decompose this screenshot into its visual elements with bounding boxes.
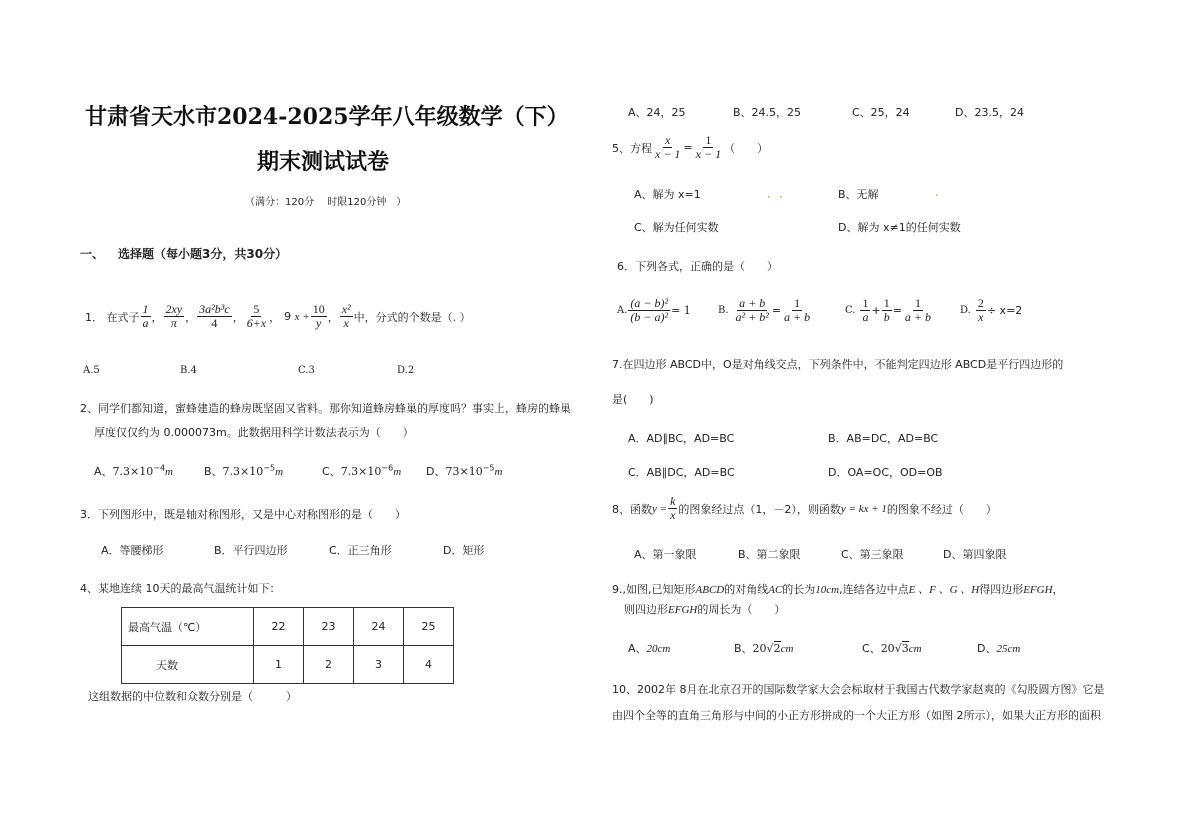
q3-text: 3．下列图形中，既是轴对称图形，又是中心对称图形的是（ ） — [80, 508, 406, 521]
q9-option-d[interactable]: D、25cm — [977, 642, 1021, 655]
q9-option-c[interactable]: C、20√3cm — [862, 642, 922, 655]
q3-option-c[interactable]: C．正三角形 — [329, 544, 392, 557]
q7-line2: 是( ) — [612, 393, 654, 406]
table-row — [122, 646, 454, 684]
table-header-cell: 最高气温（℃） — [122, 608, 254, 646]
speck-mark — [780, 196, 782, 198]
temperature-table — [121, 607, 454, 684]
q5-suffix: （ ） — [724, 141, 769, 155]
q6-option-b[interactable]: B. $\frac{a + b}{\text{a² + b²}}$ = $\frac{1}{a + b}$ — [718, 296, 811, 324]
q4-text: 4、某地连续 10天的最高气温统计如下： — [80, 582, 281, 595]
section1-number: 一、 — [80, 247, 105, 261]
question-1: 1． 在式子 $\frac{1}{a}$ ， $\frac{2xy}{\pi}$ ， $\frac{\text{3a²b³c}}{4}$ ， $\frac{5}{6+x}$ ， 9 x + $\frac{10}{y}$ ， $\frac{\text{x²}}{x}$ 中，分式的个数是（. ） — [85, 302, 471, 330]
q9-option-b[interactable]: B、20√2cm — [734, 642, 794, 655]
q8-option-b[interactable]: B、第二象限 — [738, 548, 801, 561]
section1-heading — [80, 245, 287, 262]
q2-option-a[interactable]: A、$7.3\times 10^{-4}m$ — [94, 463, 173, 478]
q1-fraction-3: $\frac{\text{3a²b³c}}{4}$ — [199, 302, 230, 330]
q5-option-c[interactable]: C、解为任何实数 — [634, 221, 719, 234]
q5-option-a[interactable]: A、解为 x=1 — [634, 188, 701, 201]
q8-option-d[interactable]: D、第四象限 — [943, 548, 1007, 561]
table-cell: 4 — [404, 646, 454, 684]
q4-option-b[interactable]: B、24.5，25 — [733, 106, 802, 119]
paper-info: （满分：120分 时限120分钟 ） — [245, 197, 407, 208]
q3-option-a[interactable]: A．等腰梯形 — [101, 544, 164, 557]
q7-option-d[interactable]: D．OA=OC，OD=OB — [828, 466, 943, 479]
q1-option-a[interactable]: A.5 — [83, 365, 100, 376]
q6-option-a[interactable]: A. $\frac{\text{(a − b)²}}{\text{(b − a)²}}$ = 1 — [617, 296, 691, 324]
speck-mark — [936, 194, 938, 196]
q3-option-b[interactable]: B．平行四边形 — [214, 544, 288, 557]
paper-title-line1: 甘肃省天水市2024-2025学年八年级数学（下） — [85, 104, 569, 130]
q2-option-c[interactable]: C、$7.3\times 10^{-6}m$ — [322, 463, 402, 478]
table-row — [122, 608, 454, 646]
q1-option-b[interactable]: B.4 — [180, 365, 197, 376]
q3-option-d[interactable]: D．矩形 — [443, 544, 485, 557]
q1-prefix: 1． 在式子 — [85, 310, 140, 324]
table-cell: 24 — [354, 608, 404, 646]
q4-option-c[interactable]: C、25，24 — [852, 106, 910, 119]
speck-mark — [768, 196, 770, 198]
q5-fraction-1: $\frac{x}{x - 1}$ — [655, 133, 681, 161]
q4-question: 这组数据的中位数和众数分别是（ ） — [88, 690, 297, 703]
table-cell: 22 — [254, 608, 304, 646]
q4-option-a[interactable]: A、24，25 — [628, 106, 686, 119]
question-8: 8、函数 y = $\frac{k}{x}$ 的图象经过点（1，－2），则函数 y = kx + 1 的图象不经过（ ） — [612, 494, 997, 522]
q7-option-b[interactable]: B．AB=DC，AD=BC — [828, 432, 939, 445]
q1-option-c[interactable]: C.3 — [298, 365, 315, 376]
q8-option-c[interactable]: C、第三象限 — [841, 548, 904, 561]
q4-option-d[interactable]: D、23.5，24 — [955, 106, 1024, 119]
q2-line2: 厚度仅仅约为 0.000073m。此数据用科学计数法表示为（ ） — [94, 426, 414, 439]
q2-option-b[interactable]: B、$7.3\times 10^{-5}m$ — [204, 463, 284, 478]
table-cell: 3 — [354, 646, 404, 684]
q6-option-c[interactable]: C. $\frac{1}{a}$ + $\frac{1}{b}$ = $\frac{1}{a + b}$ — [845, 296, 932, 324]
q2-option-d[interactable]: D、$73\times 10^{-5}m$ — [426, 463, 503, 478]
q5-option-b[interactable]: B、无解 — [838, 188, 879, 201]
q10-line2: 由四个全等的直角三角形与中间的小正方形拼成的一个大正方形（如图 2所示），如果大正方形的面积 — [612, 709, 1101, 722]
table-cell: 25 — [404, 608, 454, 646]
q1-x-plus: x + — [294, 310, 310, 323]
q5-option-d[interactable]: D、解为 x≠1的任何实数 — [838, 221, 961, 234]
table-cell: 23 — [304, 608, 354, 646]
section1-title: 选择题（每小题3分，共30分） — [118, 247, 288, 261]
q9-option-a[interactable]: A、20cm — [628, 642, 671, 655]
q9-line1: 9.,如图,已知矩形ABCD的对角线AC的长为10cm,连结各边中点E 、F 、G 、H得四边形EFGH， — [612, 583, 1064, 596]
q2-line1: 2、同学们都知道，蜜蜂建造的蜂房既坚固又省料。那你知道蜂房蜂巢的厚度吗？事实上，蜂房的蜂巢 — [80, 402, 571, 415]
q7-option-a[interactable]: A．AD∥BC，AD=BC — [628, 432, 735, 445]
q1-suffix: 中，分式的个数是（. ） — [353, 310, 471, 324]
table-cell: 2 — [304, 646, 354, 684]
q8-option-a[interactable]: A、第一象限 — [634, 548, 697, 561]
q5-fraction-2: $\frac{1}{x - 1}$ — [695, 133, 722, 161]
q9-line2: 则四边形EFGH的周长为（ ） — [624, 603, 786, 616]
q1-nine: 9 — [284, 310, 292, 323]
q1-fraction-6: $\frac{\text{x²}}{x}$ — [341, 302, 351, 330]
q6-text: 6．下列各式，正确的是（ ） — [617, 260, 778, 273]
q1-fraction-4: $\frac{5}{6+x}$ — [246, 302, 267, 330]
q7-line1: 7.在四边形 ABCD中，O是对角线交点，下列条件中，不能判定四边形 ABCD是平行四边形的 — [612, 358, 1064, 371]
q7-option-c[interactable]: C．AB∥DC，AD=BC — [628, 466, 735, 479]
q8-prefix: 8、函数 — [612, 502, 652, 516]
table-header-cell: 天数 — [122, 646, 254, 684]
q1-fraction-2: $\frac{2xy}{\pi}$ — [165, 302, 183, 330]
q6-option-d[interactable]: D. $\frac{2}{x}$ ÷ x=2 — [960, 296, 1023, 324]
question-5: 5、方程 $\frac{x}{x - 1}$ = $\frac{1}{x - 1}$ （ ） — [612, 133, 769, 161]
table-cell: 1 — [254, 646, 304, 684]
q1-fraction-5: $\frac{10}{y}$ — [312, 302, 325, 330]
q1-fraction-1: $\frac{1}{a}$ — [142, 302, 149, 330]
paper-title-line2: 期末测试试卷 — [257, 149, 390, 175]
q5-prefix: 5、方程 — [612, 141, 652, 155]
q10-line1: 10、2002年 8月在北京召开的国际数学家大会会标取材于我国古代数学家赵爽的《勾股圆方图》它是 — [612, 683, 1105, 696]
q8-fraction: $\frac{k}{x}$ — [670, 494, 676, 522]
q1-option-d[interactable]: D.2 — [397, 365, 415, 376]
